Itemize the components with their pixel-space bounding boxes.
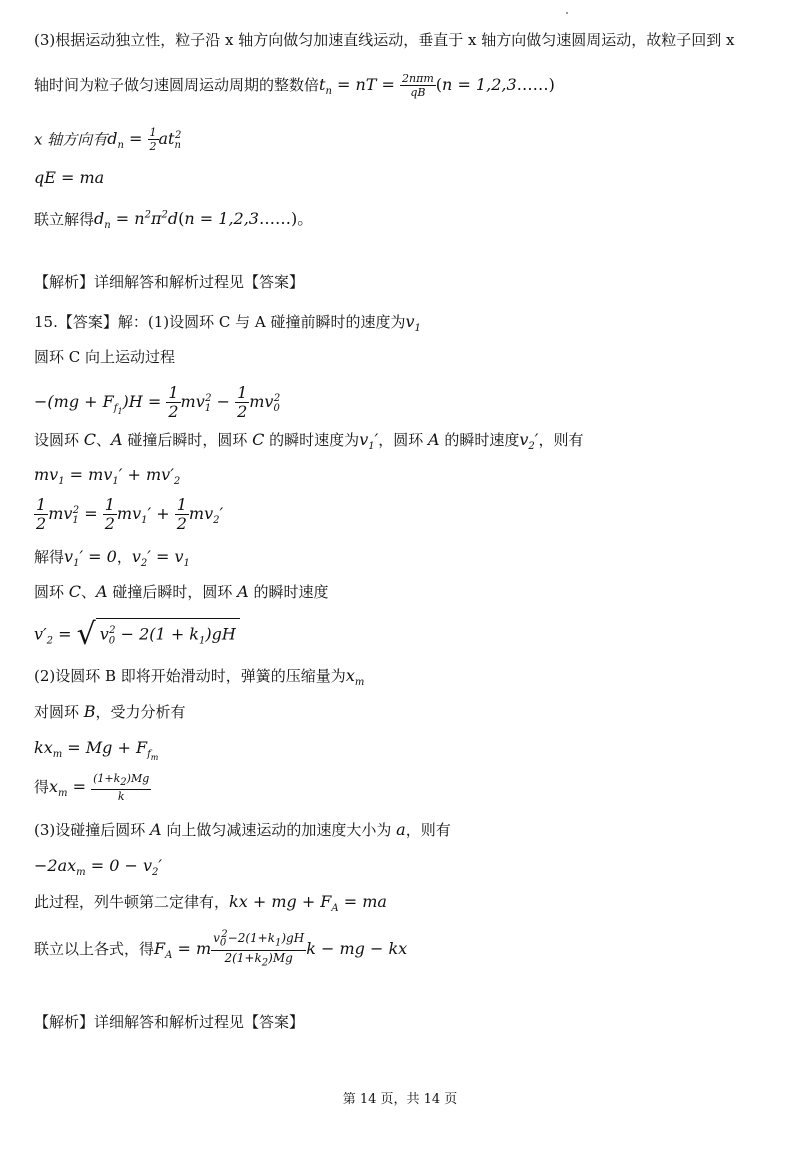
page-footer: 第 14 页，共 14 页 (342, 1092, 458, 1107)
force-equation: $kx_m = Mg + F_{f_m}$ (34, 738, 159, 763)
part3-period-line (34, 72, 555, 102)
scan-dot (566, 12, 568, 14)
momentum-equation: $mv_1 = mv_1' + mv'_2$ (34, 465, 181, 488)
final-line (34, 928, 407, 971)
solve-text: 联立解得 (34, 210, 95, 229)
qe-formula: qE = ma (34, 168, 105, 187)
energy-equation: $-(mg + F_{f_1})H$ = $\frac{1}{2}$ $mv_1^2$ − $\frac{1}{2}$ $mv_0^2$ (34, 383, 281, 421)
get-text: 得 (34, 778, 50, 797)
xm-line (34, 772, 151, 804)
after-collision-text: 圆环 C、A 碰撞后瞬时，圆环 A 的瞬时速度 (34, 582, 329, 601)
part2-text: (2)设圆环 B 即将开始滑动时，弹簧的压缩量为 (34, 667, 346, 685)
newton-text: 此过程，列牛顿第二定律有， (34, 893, 230, 911)
force-text: 对圆环 B，受力分析有 (34, 702, 186, 721)
q15-v1: $v_1$ (405, 312, 421, 335)
solve-formula: $d_n = n^2\pi^2d(n$ = 1,2,3……)。 (94, 209, 314, 232)
v2-equation: $v'_2$ = √ $v_0^2 - 2(1 + k_1)gH$ (34, 618, 240, 652)
xm-equation: $x_m$ = $\frac{(1+k_2)Mg}{k}$ (49, 772, 150, 804)
final-equation: $F_A = m$ $\frac{v_0^2-2(1+k_1)gH}{2(1+k_2)Mg}$ k − mg − kx (154, 929, 408, 969)
part3-period-text: 轴时间为粒子做匀速圆周运动周期的整数倍 (34, 76, 320, 94)
solve-line (34, 206, 313, 237)
part2-var: $x_m$ (345, 666, 365, 689)
solve-v-line: 解得$v_1' = 0$，$v_2' = v_1$ (34, 547, 190, 570)
part2-line (34, 666, 364, 693)
ring-c-up: 圆环 C 向上运动过程 (34, 348, 176, 366)
dn-formula: $d_n$ = $\frac{1}{2}$ $at_n^2$ (107, 126, 182, 154)
period-formula: $t_n$ = nT = $\frac{\text{2nπm}}{qB}$ (n = 1,2,3……) (319, 72, 555, 99)
q15-header: 15.【答案】解：(1)设圆环 C 与 A 碰撞前瞬时的速度为 (34, 313, 406, 331)
newton-line (34, 892, 387, 919)
part3b-text: (3)设碰撞后圆环 A 向上做匀减速运动的加速度大小为 a，则有 (34, 820, 451, 839)
analysis-note-1: 【解析】详细解答和解析过程见【答案】 (34, 273, 305, 291)
decel-equation: $-2ax_m = 0 - v_2'$ (34, 856, 163, 879)
x-axis-text: x 轴方向有 (34, 130, 108, 149)
q15-header-line (34, 312, 421, 339)
x-axis-line (34, 126, 181, 157)
part3-intro: (3)根据运动独立性，粒子沿 x 轴方向做匀加速直线运动，垂直于 x 轴方向做匀速圆周运动，故粒子回到 x (34, 31, 735, 49)
collision-text: 设圆环 C、A 碰撞后瞬时，圆环 C 的瞬时速度为$v_1'$，圆环 A 的瞬时速度$v_2'$，则有 (34, 430, 584, 453)
energy-equation-2: $\frac{1}{2}$ $mv_1^2$ = $\frac{1}{2}$ $mv_1'$ + $\frac{1}{2}$ $mv_2'$ (36, 495, 224, 533)
analysis-note-2: 【解析】详细解答和解析过程见【答案】 (34, 1013, 305, 1031)
newton-equation: kx + mg + $F_A$ = ma (229, 892, 387, 915)
final-text: 联立以上各式，得 (34, 939, 155, 958)
